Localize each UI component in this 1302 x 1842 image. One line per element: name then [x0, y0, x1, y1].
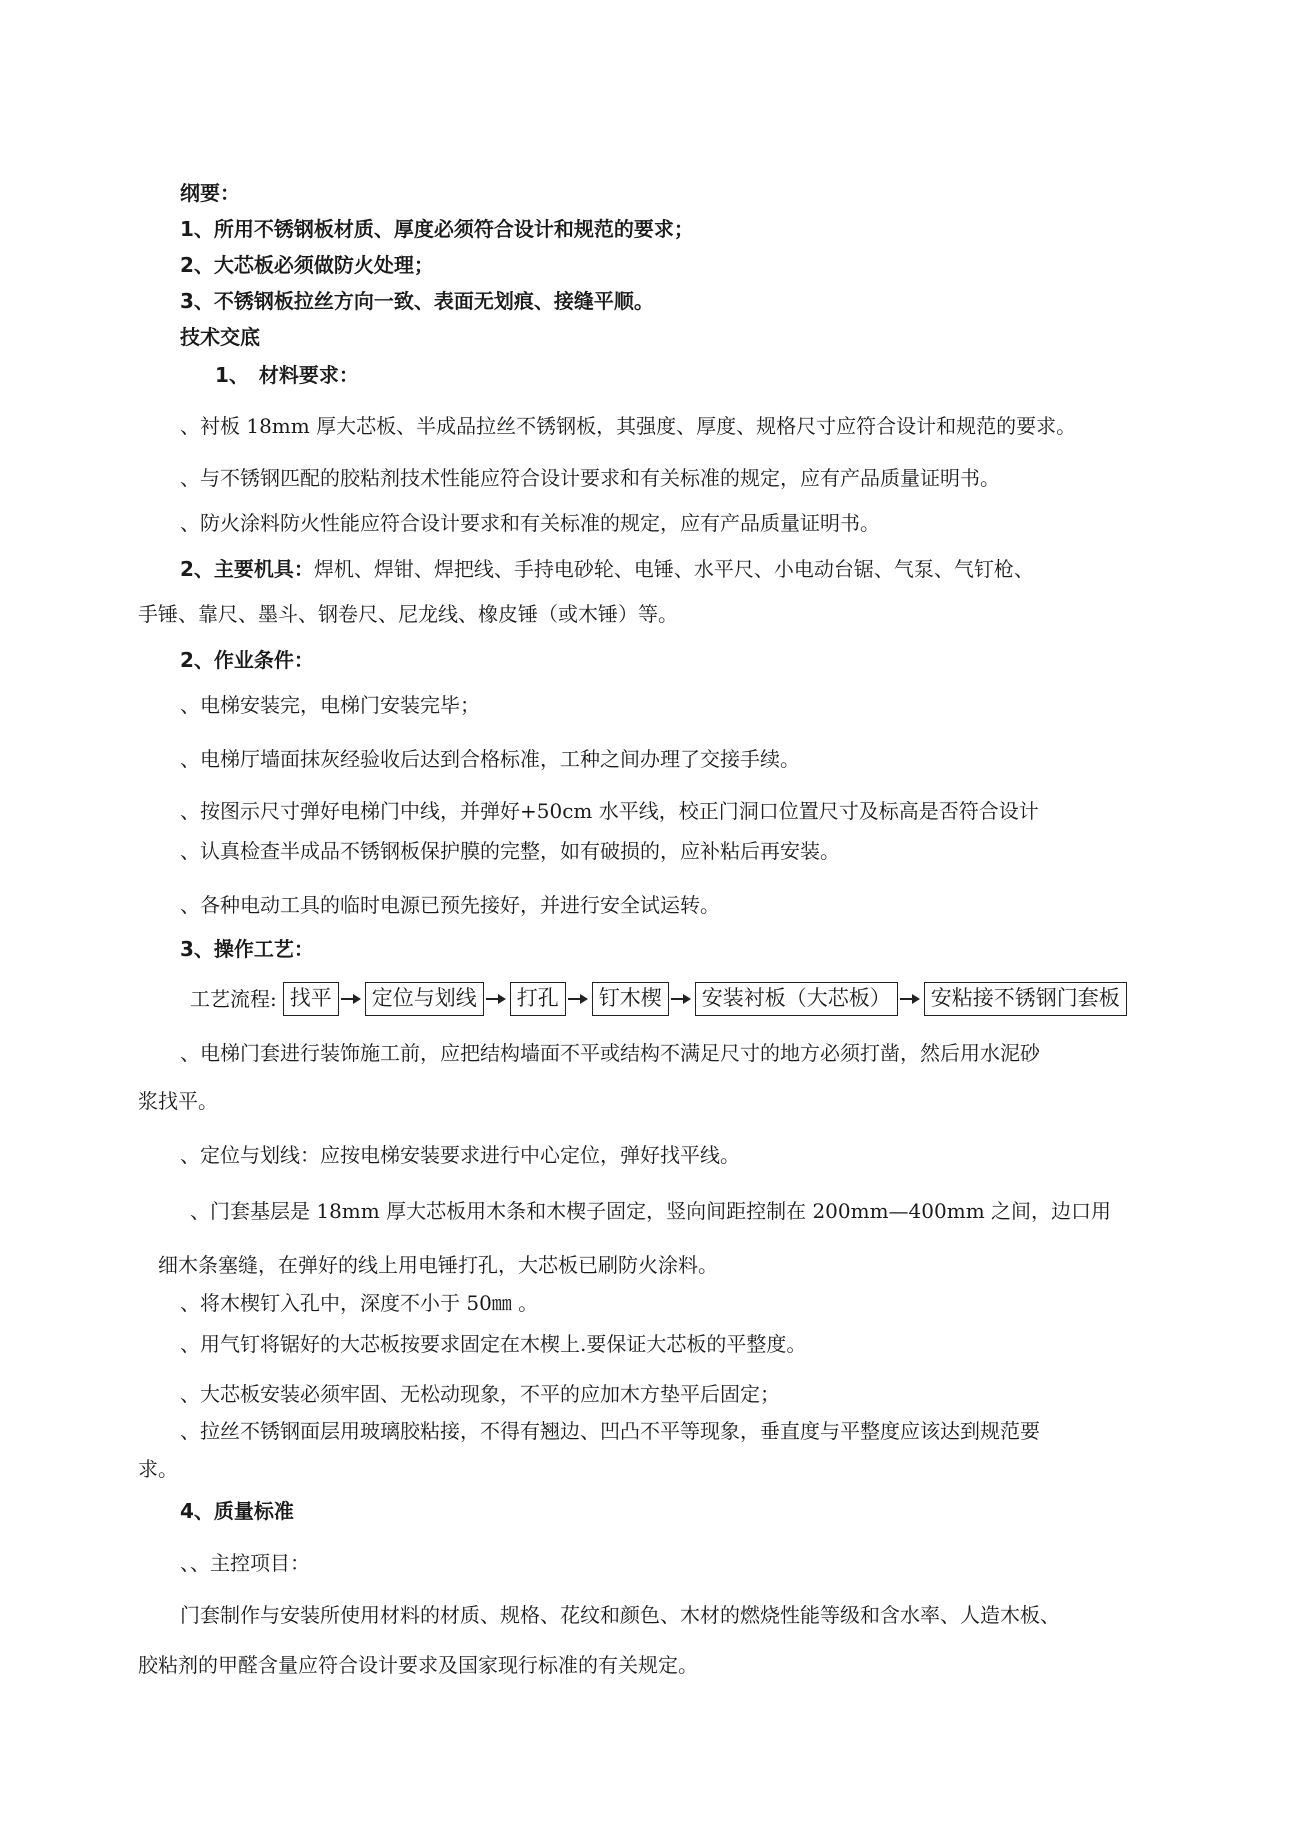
- quality-line-1: 门套制作与安装所使用材料的材质、规格、花纹和颜色、木材的燃烧性能等级和含水率、人造木板、: [180, 1603, 1060, 1627]
- flow-step-4: 钉木楔: [592, 982, 669, 1016]
- summary-item-3: 3、不锈钢板拉丝方向一致、表面无划痕、接缝平顺。: [180, 289, 654, 313]
- flow-label: 工艺流程:: [190, 987, 277, 1012]
- conditions-heading: 2、作业条件：: [180, 648, 314, 672]
- conditions-line-3: 、按图示尺寸弹好电梯门中线，并弹好+50cm 水平线，校正门洞口位置尺寸及标高是否符合设计: [180, 799, 1039, 823]
- flow-step-3: 打孔: [510, 982, 566, 1016]
- materials-heading: 1、 材料要求：: [215, 363, 359, 387]
- materials-line-1: 、衬板 18mm 厚大芯板、半成品拉丝不锈钢板，其强度、厚度、规格尺寸应符合设计和规范的要求。: [180, 414, 1077, 438]
- process-line-3: 、定位与划线：应按电梯安装要求进行中心定位，弹好找平线。: [180, 1143, 740, 1167]
- process-line-6: 、将木楔钉入孔中，深度不小于 50㎜ 。: [180, 1291, 539, 1315]
- arrow-right-icon: [671, 993, 691, 1005]
- tools-line-1: [180, 556, 1034, 582]
- summary-title: 纲要：: [180, 181, 240, 205]
- tech-title: 技术交底: [180, 325, 260, 349]
- flow-step-6: 安粘接不锈钢门套板: [924, 982, 1127, 1016]
- conditions-line-2: 、电梯厅墙面抹灰经验收后达到合格标准，工种之间办理了交接手续。: [180, 747, 800, 771]
- materials-line-3: 、防火涂料防火性能应符合设计要求和有关标准的规定，应有产品质量证明书。: [180, 511, 880, 535]
- flow-step-5: 安装衬板（大芯板）: [695, 982, 898, 1016]
- process-line-1: 、电梯门套进行装饰施工前，应把结构墙面不平或结构不满足尺寸的地方必须打凿，然后用水泥砂: [180, 1041, 1040, 1065]
- summary-item-1: 1、所用不锈钢板材质、厚度必须符合设计和规范的要求；: [180, 217, 694, 241]
- tools-text-1: 焊机、焊钳、焊把线、手持电砂轮、电锤、水平尺、小电动台锯、气泵、气钉枪、: [313, 557, 1034, 581]
- quality-heading: 4、质量标准: [180, 1499, 294, 1523]
- arrow-right-icon: [341, 993, 361, 1005]
- arrow-right-icon: [486, 993, 506, 1005]
- process-line-8: 、大芯板安装必须牢固、无松动现象，不平的应加木方垫平后固定；: [180, 1382, 780, 1406]
- conditions-line-5: 、各种电动工具的临时电源已预先接好，并进行安全试运转。: [180, 893, 720, 917]
- summary-item-2: 2、大芯板必须做防火处理；: [180, 253, 434, 277]
- process-line-7: 、用气钉将锯好的大芯板按要求固定在木楔上.要保证大芯板的平整度。: [180, 1332, 807, 1356]
- quality-sub: 、、主控项目：: [180, 1551, 310, 1575]
- conditions-line-1: 、电梯安装完，电梯门安装完毕；: [180, 693, 480, 717]
- process-flow: [190, 982, 1127, 1016]
- process-line-9: 、拉丝不锈钢面层用玻璃胶粘接，不得有翘边、凹凸不平等现象，垂直度与平整度应该达到规范要: [180, 1419, 1040, 1443]
- tools-line-2: 手锤、靠尺、墨斗、钢卷尺、尼龙线、橡皮锤（或木锤）等。: [138, 602, 678, 626]
- process-line-5: 细木条塞缝，在弹好的线上用电锤打孔，大芯板已刷防火涂料。: [158, 1253, 718, 1277]
- arrow-right-icon: [568, 993, 588, 1005]
- process-line-4: 、门套基层是 18mm 厚大芯板用木条和木楔子固定，竖向间距控制在 200mm—400mm 之间，边口用: [190, 1199, 1112, 1223]
- tools-heading: 2、主要机具：: [180, 557, 314, 581]
- arrow-right-icon: [900, 993, 920, 1005]
- conditions-line-4: 、认真检查半成品不锈钢板保护膜的完整，如有破损的，应补粘后再安装。: [180, 839, 840, 863]
- quality-line-2: 胶粘剂的甲醛含量应符合设计要求及国家现行标准的有关规定。: [138, 1653, 698, 1677]
- materials-line-2: 、与不锈钢匹配的胶粘剂技术性能应符合设计要求和有关标准的规定，应有产品质量证明书。: [180, 466, 1000, 490]
- flow-step-1: 找平: [283, 982, 339, 1016]
- process-line-2: 浆找平。: [138, 1089, 218, 1113]
- process-line-10: 求。: [138, 1457, 178, 1481]
- process-heading: 3、操作工艺：: [180, 937, 314, 961]
- flow-step-2: 定位与划线: [365, 982, 484, 1016]
